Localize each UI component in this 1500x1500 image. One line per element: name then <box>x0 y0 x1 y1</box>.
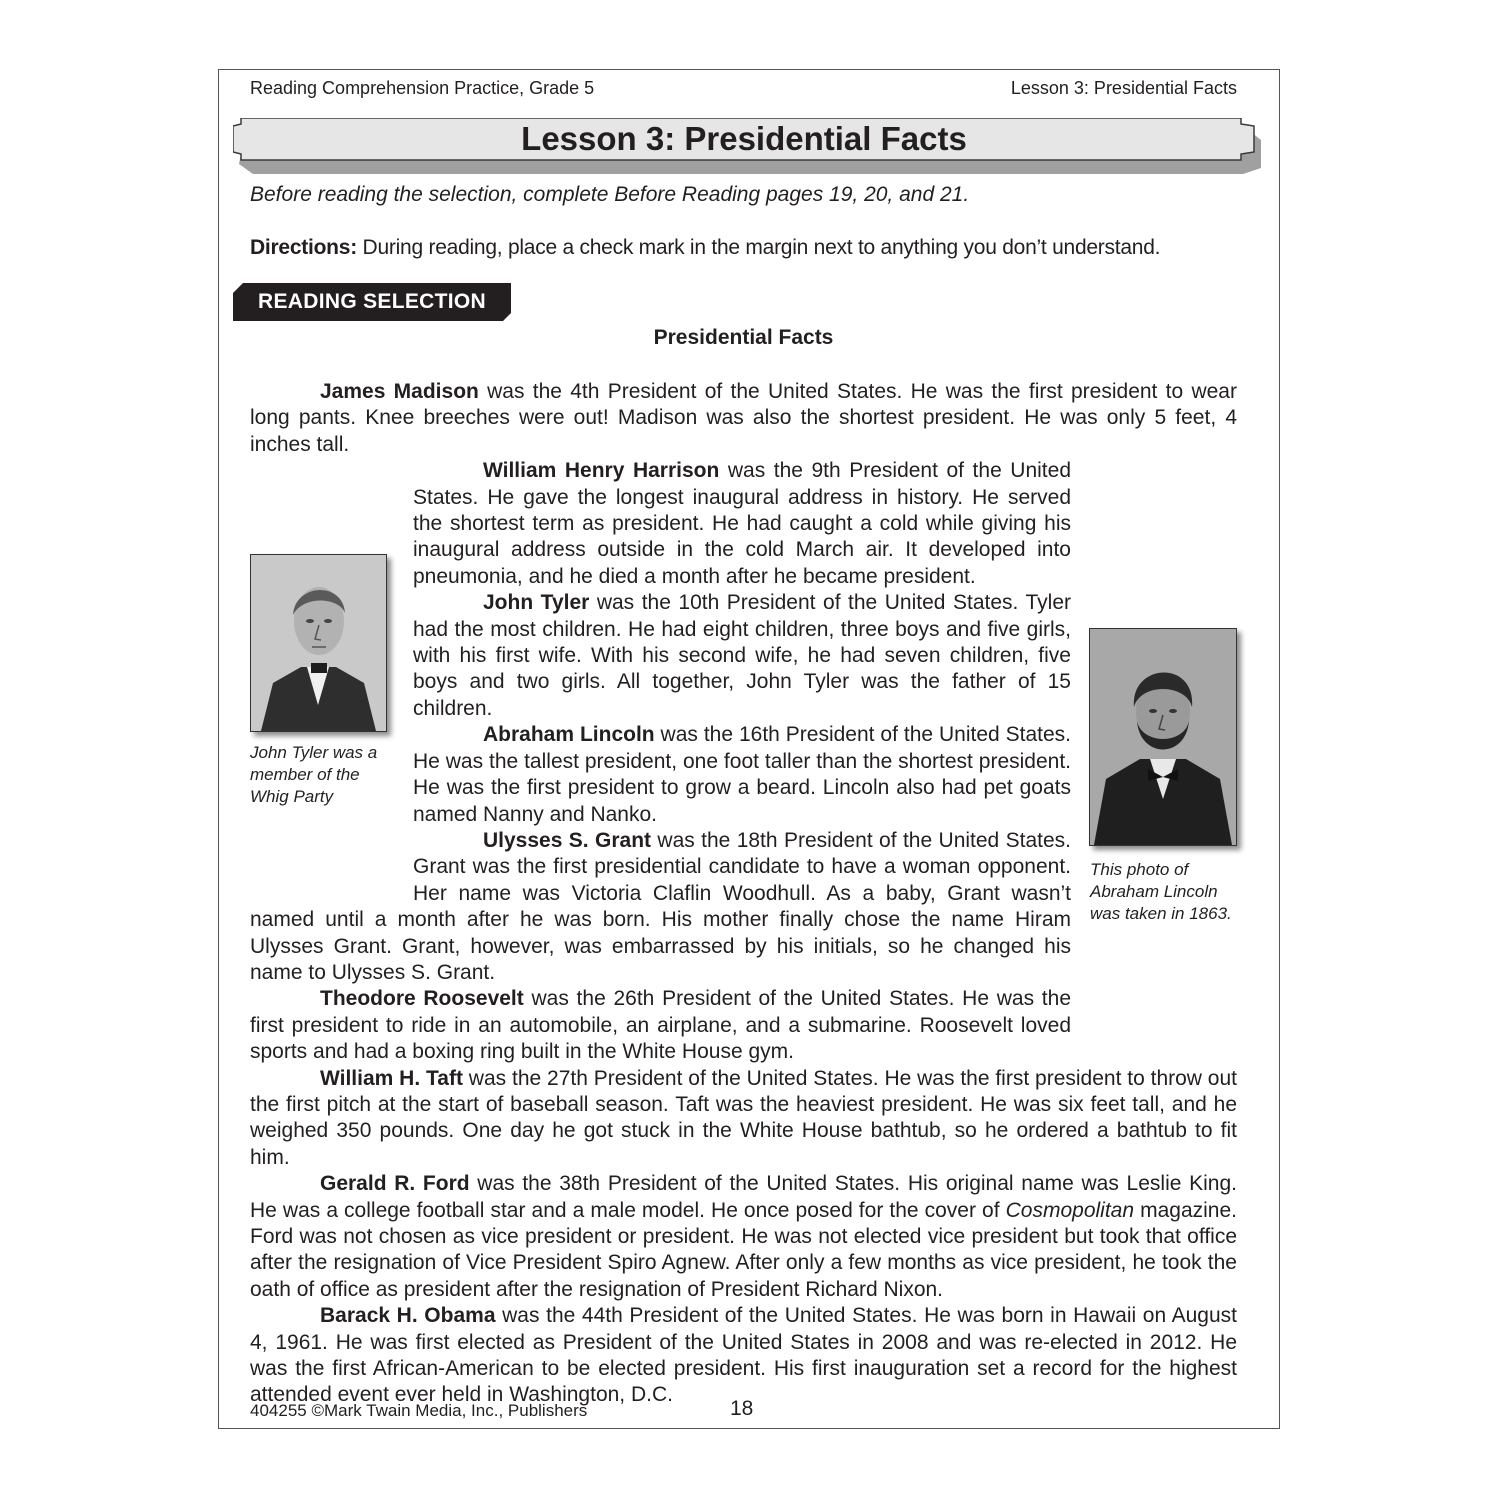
tyler-caption: John Tyler was a member of the Whig Party <box>250 743 378 806</box>
footer-publisher: 404255 ©Mark Twain Media, Inc., Publishers <box>250 1401 588 1420</box>
paragraph-text: was the 9th President of the United States. He gave the longest inaugural address in history. He served the shortest term as president. He had caught a cold while giving his inaugural address outside in the cold March air. It developed into pneumonia, and he died a month after he became president. <box>413 459 1071 588</box>
paragraph-ford <box>250 1171 1237 1303</box>
paragraph-text: was the 26th President of the United States. He was the first president to ride in an automobile, an airplane, and a submarine. Roosevelt loved sports and had a boxing ring built in the White House gym. <box>250 987 1072 1064</box>
paragraph-text: was the 16th President of the United States. He was the tallest president, one foot taller than the shortest president. He was the first president to grow a beard. Lincoln also had pet goats named Nanny and Nanko. <box>413 723 1071 826</box>
president-name: Abraham Lincoln <box>483 723 655 747</box>
president-name: William Henry Harrison <box>483 459 720 483</box>
paragraph-text: was the 4th President of the United States. He was the first president to wear long pants. Knee breeches were out! Madison was also the shortest president. He was only 5 feet, 4 inches tall. <box>250 380 1237 456</box>
lincoln-caption: This photo of Abraham Lincoln was taken in 1863. <box>1090 860 1232 923</box>
paragraph-obama <box>250 1303 1237 1409</box>
abraham-lincoln-portrait <box>1089 628 1237 846</box>
paragraph-text: was the 18th President of the United States. Grant was the first presidential candidate to have a woman opponent. Her name was Victoria Claflin Woodhull. As a baby, Grant wasn’t named until a month after he was born. His mother finally chose the name Hiram Ulysses Grant. Grant, however, was embarrassed by his initials, so he changed his name to Ulysses S. Grant. <box>250 828 1071 984</box>
president-name: Gerald R. Ford <box>320 1172 470 1196</box>
pre-reading-instruction: Before reading the selection, complete Before Reading pages 19, 20, and 21. <box>250 183 970 206</box>
president-name: Theodore Roosevelt <box>320 987 524 1011</box>
reading-selection-body <box>250 379 1237 1409</box>
paragraph-taft <box>250 1066 1237 1172</box>
president-name: James Madison <box>320 380 479 403</box>
john-tyler-portrait <box>250 554 387 732</box>
lesson-title: Lesson 3: Presidential Facts <box>521 120 967 157</box>
president-name: William H. Taft <box>320 1066 463 1090</box>
president-name: Ulysses S. Grant <box>483 828 652 852</box>
selection-title: Presidential Facts <box>653 326 834 349</box>
running-header-left: Reading Comprehension Practice, Grade 5 <box>250 78 595 98</box>
lesson-title-banner <box>233 118 1255 166</box>
paragraph-harrison <box>250 458 1237 590</box>
president-name: Barack H. Obama <box>320 1304 496 1328</box>
paragraph-text: was the 27th President of the United States. He was the first president to throw out the first pitch at the start of baseball season. Taft was the heaviest president. He was six feet tall, and he weighed 350 pounds. One day he got stuck in the White House bathtub, so he ordered a bathtub to fit him. <box>250 1066 1237 1169</box>
magazine-title: Cosmopolitan <box>1005 1198 1135 1222</box>
president-name: John Tyler <box>483 591 590 615</box>
paragraph-madison <box>250 379 1237 458</box>
paragraph-text: was the 44th President of the United States. He was born in Hawaii on August 4, 1961. He was first elected as President of the United States in 2008 and was re-elected in 2012. He was the first African-American to be elected president. His first inauguration set a record for the highest attended event ever held in Washington, D.C. <box>250 1304 1237 1407</box>
paragraph-text: was the 38th President of the United States. His original name was Leslie King. He was a college football star and a male model. He once posed for the cover of <box>250 1172 1237 1222</box>
paragraph-text: magazine. Ford was not chosen as vice president or president. He was not elected vice president but took that office after the resignation of Vice President Spiro Agnew. After only a few months as vice president, he took the oath of office as president after the resignation of President Richard Nixon. <box>250 1198 1237 1301</box>
paragraph-text: was the 10th President of the United States. Tyler had the most children. He had eight children, three boys and five girls, with his first wife. With his second wife, he had seven children, five boys and two girls. All together, John Tyler was the father of 15 children. <box>413 591 1071 720</box>
reading-selection-label: READING SELECTION <box>258 290 486 313</box>
page-number: 18 <box>730 1397 754 1420</box>
running-header-right: Lesson 3: Presidential Facts <box>1010 78 1237 98</box>
directions <box>250 236 1240 260</box>
reading-selection-tab <box>233 283 511 321</box>
directions-text: During reading, place a check mark in the margin next to anything you don’t understand. <box>356 236 1161 259</box>
directions-label: Directions: <box>250 236 357 259</box>
